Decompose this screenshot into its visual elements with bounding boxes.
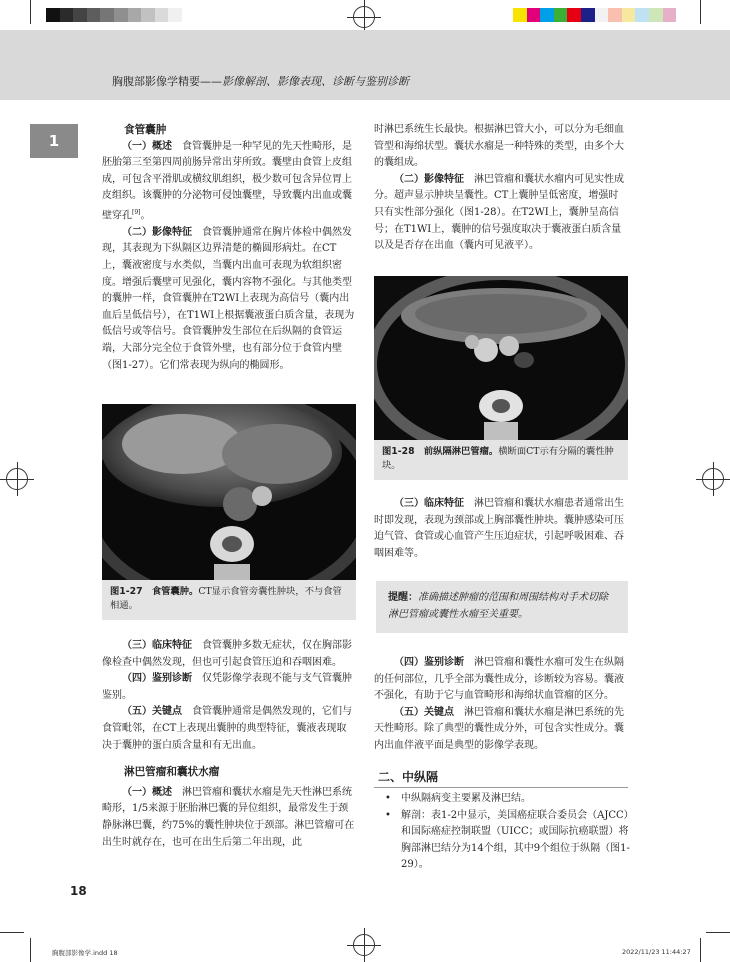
grayscale-calibration-bar <box>46 8 182 22</box>
color-calibration-bar <box>513 8 676 22</box>
paragraph: （一）概述 淋巴管瘤和囊状水瘤是先天性淋巴系统畸形，1/5来源于胚胎淋巴囊的异位组织，最常发生于颈静脉淋巴囊，约75%的囊性肿块位于颈部。淋巴管瘤可在出生时就存在，也可在出生后第二年出现，此 <box>102 786 355 848</box>
color-swatch <box>527 8 541 22</box>
color-swatch <box>554 8 568 22</box>
color-swatch <box>513 8 527 22</box>
registration-mark-top <box>347 0 381 34</box>
gray-swatch <box>73 8 87 22</box>
color-swatch <box>581 8 595 22</box>
paragraph: （二）影像特征 淋巴管瘤和囊状水瘤内可见实性成分。超声显示肿块呈囊性。CT上囊肿呈低密度，增强时只有实性部分强化（图1-28）。在T2WI上，囊肿呈高信号；在T1WI上，囊肿的信号强度取决于囊液蛋白质含量以及是否存在出血（囊内可见液平）。 <box>374 173 624 252</box>
color-swatch <box>622 8 636 22</box>
bullet-list <box>383 791 633 874</box>
book-subtitle: 影像解剖、影像表现、诊断与鉴别诊断 <box>222 75 409 88</box>
gray-swatch <box>87 8 101 22</box>
trim-mark <box>0 932 24 933</box>
paragraph: （二）影像特征 食管囊肿通常在胸片体检中偶然发现，其表现为下纵隔区边界清楚的椭圆形病灶。在CT上，囊液密度与水类似，当囊内出血可表现为软组织密度。增强后囊壁可见强化，囊内容物不强化。与其他类型的囊肿一样，食管囊肿在T2WI上表现为高信号（囊内出血后呈低信号），在T1WI上根据囊液蛋白质含量，表现为低信号或等信号。食管囊肿发生部位在后纵隔的食管运端，大部分完全位于食管外壁，也有部分位于食管内壁（图1-27）。它们常表现为纵向的椭圆形。 <box>102 226 355 371</box>
right-column-middle <box>374 496 628 562</box>
ct-scan-image <box>374 276 628 440</box>
ct-image-figure-1-27 <box>102 404 356 580</box>
paragraph: （四）鉴别诊断 仅凭影像学表现不能与支气管囊肿鉴别。 <box>102 673 352 701</box>
book-title: 胸腹部影像学精要 <box>112 75 200 88</box>
gray-swatch <box>114 8 128 22</box>
header-band <box>0 30 730 100</box>
ct-scan-image <box>102 404 356 580</box>
color-swatch <box>635 8 649 22</box>
gray-swatch <box>141 8 155 22</box>
color-swatch <box>540 8 554 22</box>
page-number: 18 <box>70 884 87 898</box>
color-swatch <box>567 8 581 22</box>
section-heading-middle-mediastinum: 二、中纵隔 <box>378 770 439 784</box>
registration-mark-right <box>696 462 730 496</box>
color-swatch <box>595 8 609 22</box>
ct-image-figure-1-28 <box>374 276 628 440</box>
paragraph: 时淋巴系统生长最快。根据淋巴管大小，可以分为毛细血管型和海绵状型。囊状水瘤是一种特殊的类型，由多个大的囊组成。 <box>374 124 624 169</box>
trim-mark <box>700 938 701 962</box>
figure-caption-1-27: 图1-27 食管囊肿。CT显示食管旁囊性肿块，不与食管相通。 <box>102 580 356 620</box>
gray-swatch <box>100 8 114 22</box>
gray-swatch <box>168 8 182 22</box>
footer-file-info: 胸腹部影像学.indd 18 <box>52 949 118 957</box>
paragraph: （一）概述 食管囊肿是一种罕见的先天性畸形，是胚胎第三至第四周前肠异常出芽所致。囊壁由食管上皮组成，可包含平滑肌或横纹肌组织，极少数可包含异位胃上皮组织。该囊肿的分泌物可侵蚀囊壁，导致囊内出血或囊壁穿孔[9]。 <box>102 140 352 222</box>
paragraph: （四）鉴别诊断 淋巴管瘤和囊性水瘤可发生在纵隔的任何部位，几乎全部为囊性成分，诊断较为容易。囊液不强化，有助于它与血管畸形和海绵状血管瘤的区分。 <box>374 657 624 702</box>
list-item: • 中纵隔病变主要累及淋巴结。 <box>383 791 633 808</box>
footer-timestamp: 2022/11/23 11:44:27 <box>622 948 691 956</box>
section-divider <box>374 787 628 788</box>
paragraph: （三）临床特征 食管囊肿多数无症状，仅在胸部影像检查中偶然发现，但也可引起食管压迫和吞咽困难。 <box>102 640 352 668</box>
gray-swatch <box>155 8 169 22</box>
left-column-top <box>102 122 356 374</box>
section-heading-esophageal-cyst: 食管囊肿 <box>124 124 167 136</box>
list-item: • 解剖：表1-2中显示，美国癌症联合委员会（AJCC）和国际癌症控制联盟（UICC；或国际抗癌联盟）将胸部淋巴结分为14个组，其中9个组位于纵隔（图1-29）。 <box>383 808 633 874</box>
gray-swatch <box>128 8 142 22</box>
trim-mark <box>30 0 31 24</box>
color-swatch <box>663 8 677 22</box>
color-swatch <box>649 8 663 22</box>
trim-mark <box>706 932 730 933</box>
running-header: 胸腹部影像学精要——影像解剖、影像表现、诊断与鉴别诊断 <box>112 75 409 88</box>
paragraph: （五）关键点 食管囊肿通常是偶然发现的，它们与食管毗邻，在CT上表现出囊肿的典型特征，囊液表现取决于囊肿的蛋白质含量和有无出血。 <box>102 706 352 751</box>
gray-swatch <box>46 8 60 22</box>
left-column-bottom <box>102 638 356 851</box>
trim-mark <box>30 938 31 962</box>
right-column-top <box>374 122 628 255</box>
registration-mark-bottom <box>347 928 381 962</box>
registration-mark-left <box>0 462 34 496</box>
trim-mark <box>700 0 701 24</box>
chapter-tab: 1 <box>30 124 78 158</box>
right-column-bottom <box>374 655 628 755</box>
gray-swatch <box>60 8 74 22</box>
color-swatch <box>608 8 622 22</box>
paragraph: （三）临床特征 淋巴管瘤和囊状水瘤患者通常出生时即发现，表现为颈部或上胸部囊性肿块。囊肿感染可压迫气管、食管或心血管产生压迫症状，引起呼吸困难、吞咽困难等。 <box>374 498 624 559</box>
figure-caption-1-28: 图1-28 前纵隔淋巴管瘤。横断面CT示有分隔的囊性肿块。 <box>374 440 628 480</box>
paragraph: （五）关键点 淋巴管瘤和囊状水瘤是淋巴系统的先天性畸形。除了典型的囊性成分外，可包含实性成分。囊内出血伴液平面是典型的影像学表现。 <box>374 706 624 751</box>
tip-box: 提醒：准确描述肿瘤的范围和周围结构对手术切除淋巴管瘤或囊性水瘤至关重要。 <box>376 581 628 633</box>
section-heading-lymphangioma: 淋巴管瘤和囊状水瘤 <box>124 766 220 779</box>
